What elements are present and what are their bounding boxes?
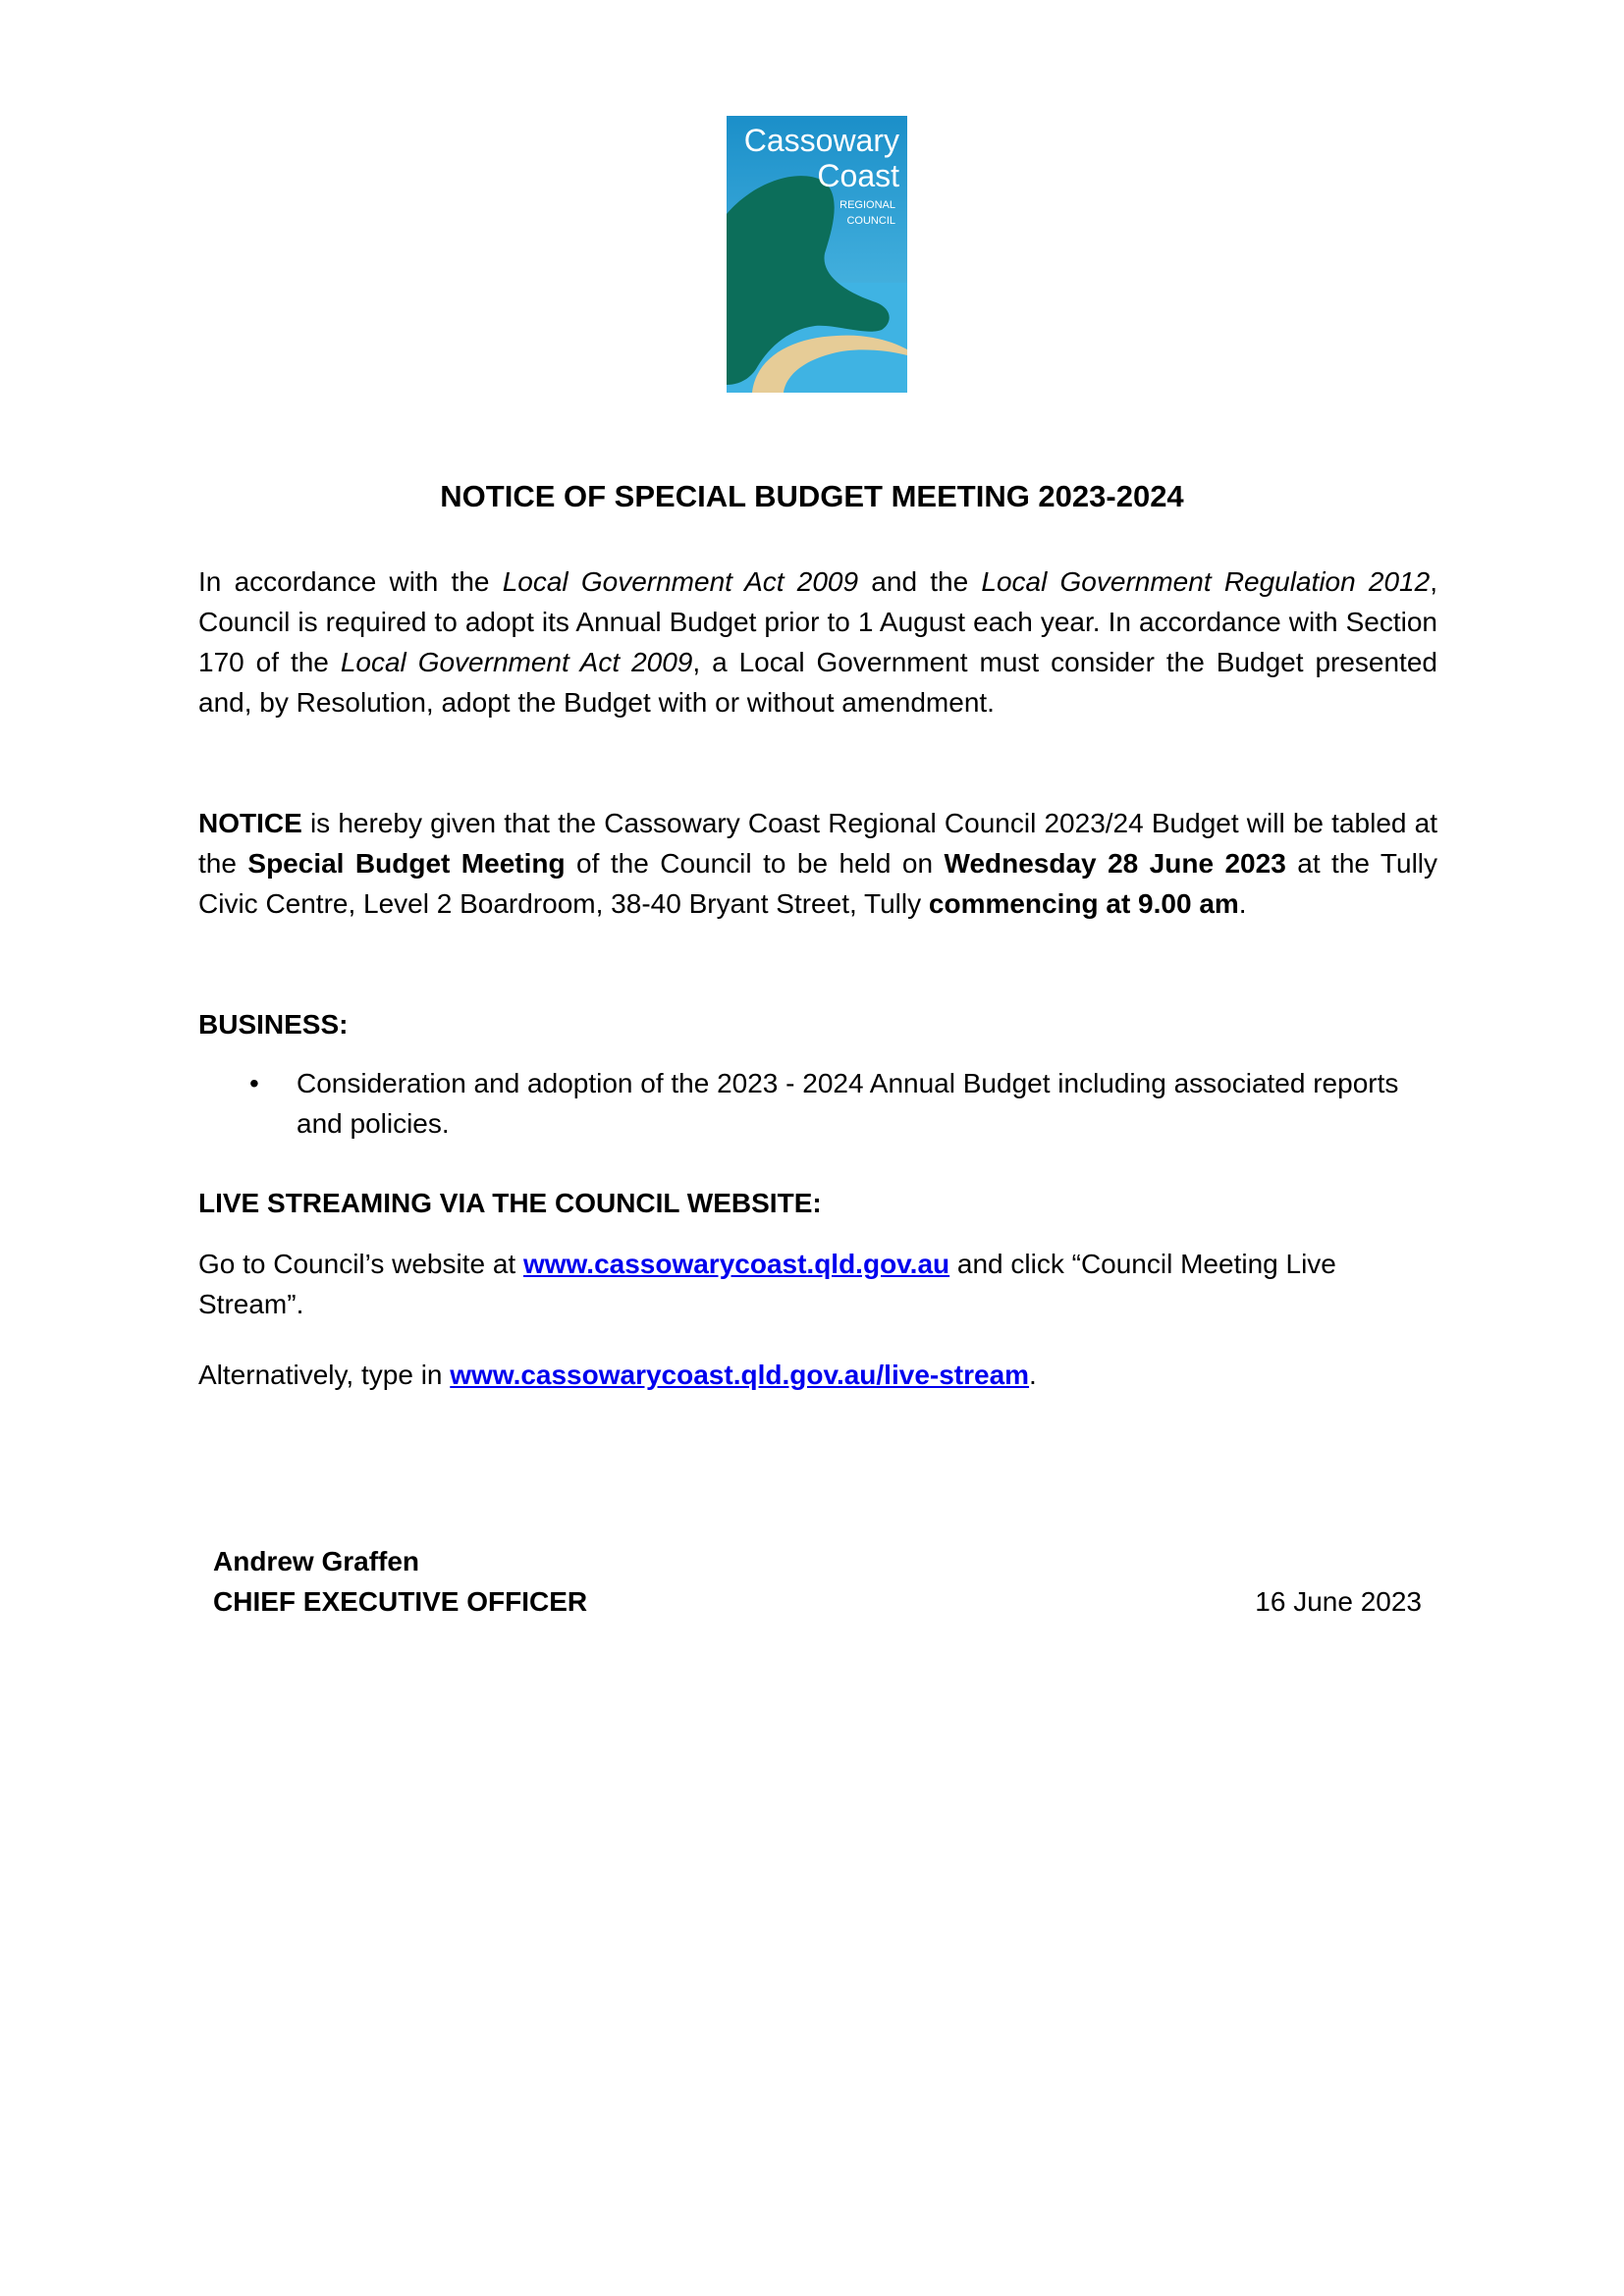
notice-paragraph: NOTICE is hereby given that the Cassowary Coast Regional Council 2023/24 Budget will be tabled at the Special Budget Meeting of the Council to be held on Wednesday 28 June 2023 at the Tully Civic Centre, Level 2 Boardroom, 38-40 Bryant Street, Tully commencing at 9.00 am.: [198, 808, 1438, 919]
signatory-role: CHIEF EXECUTIVE OFFICER: [213, 1586, 588, 1617]
regulation-reference: Local Government Regulation 2012: [981, 566, 1431, 597]
notice-keyword: NOTICE: [198, 808, 302, 838]
logo-text-regional: REGIONAL: [839, 199, 895, 211]
list-item-text: Consideration and adoption of the 2023 - 2024 Annual Budget including associated reports and policies.: [297, 1068, 1399, 1139]
signature-date: 16 June 2023: [1255, 1586, 1422, 1617]
logo-text-coast: Coast: [817, 158, 899, 193]
business-list: [198, 1063, 1437, 1144]
streaming-heading: LIVE STREAMING VIA THE COUNCIL WEBSITE:: [198, 1188, 822, 1218]
list-item: [198, 1063, 1437, 1144]
council-logo: [727, 116, 907, 393]
signatory-name: Andrew Graffen: [213, 1546, 420, 1576]
act-reference: Local Government Act 2009: [340, 647, 693, 677]
document-title: NOTICE OF SPECIAL BUDGET MEETING 2023-2024: [440, 479, 1184, 513]
act-reference: Local Government Act 2009: [502, 566, 859, 597]
council-website-link[interactable]: www.cassowarycoast.qld.gov.au: [522, 1249, 950, 1279]
meeting-date: Wednesday 28 June 2023: [944, 848, 1286, 879]
bullet-icon: •: [249, 1068, 259, 1098]
logo-text-council: COUNCIL: [846, 215, 895, 227]
meeting-time: commencing at 9.00 am: [928, 888, 1239, 919]
live-stream-link[interactable]: www.cassowarycoast.qld.gov.au/live-stream: [450, 1360, 1030, 1390]
business-heading: BUSINESS:: [198, 1009, 349, 1040]
streaming-alternative: Alternatively, type in www.cassowarycoast.qld.gov.au/live-stream.: [198, 1360, 1037, 1390]
meeting-name: Special Budget Meeting: [247, 848, 566, 879]
intro-paragraph: In accordance with the Local Government Act 2009 and the Local Government Regulation 2012, Council is required to adopt its Annual Budget prior to 1 August each year. In accordance with Section 170 of the Local Government Act 2009, a Local Government must consider the Budget presented and, by Resolution, adopt the Budget with or without amendment.: [198, 566, 1437, 718]
streaming-instructions: Go to Council’s website at www.cassowarycoast.qld.gov.au and click “Council Meeting Live Stream”.: [198, 1249, 1336, 1319]
logo-text-cassowary: Cassowary: [743, 123, 899, 158]
